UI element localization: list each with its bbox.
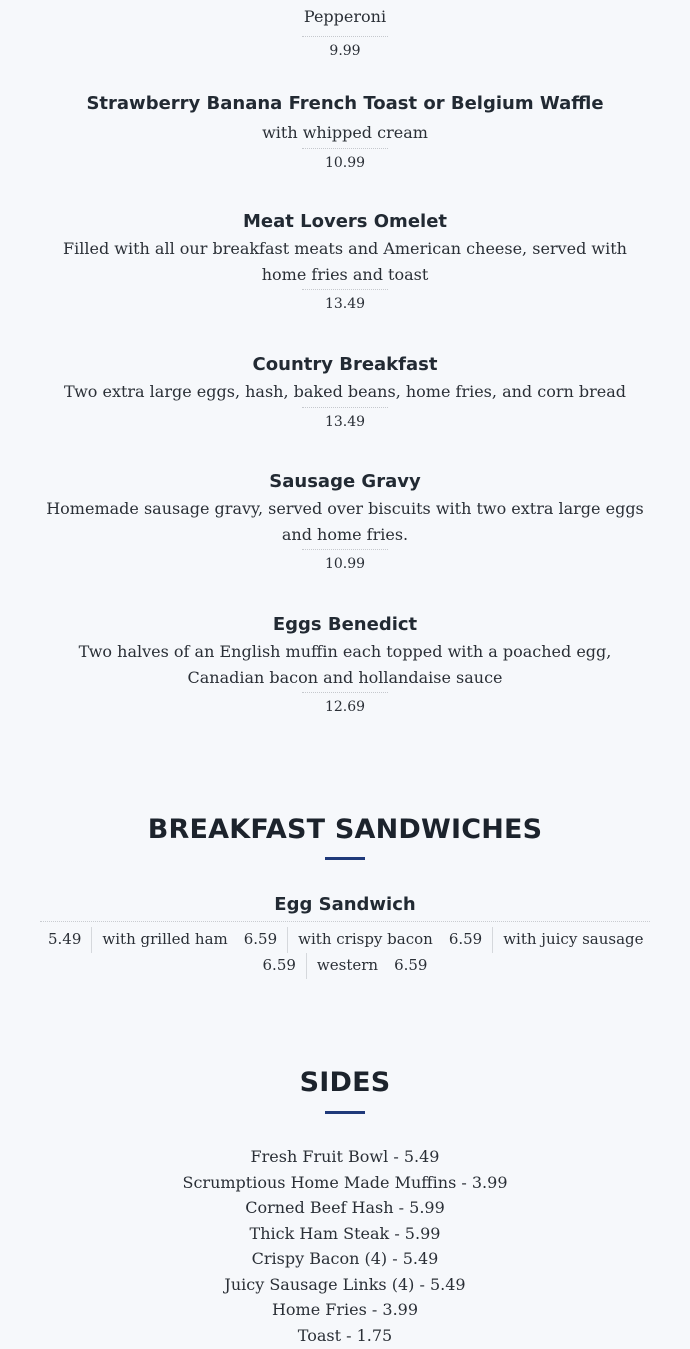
menu-item-name: Country Breakfast: [252, 354, 438, 375]
menu-item-description: Homemade sausage gravy, served over biscuits with two extra large eggs and home fries.: [46, 499, 644, 544]
sandwich-variant-label: with juicy sausage: [503, 930, 644, 948]
variant-separator: [492, 927, 493, 953]
section-title-sides: SIDES: [299, 1067, 391, 1098]
sandwich-divider: [40, 921, 650, 922]
menu-item-name: Sausage Gravy: [269, 471, 421, 492]
menu-item-name: Strawberry Banana French Toast or Belgium Waffle: [86, 93, 604, 114]
side-item: Corned Beef Hash - 5.99: [245, 1198, 445, 1217]
side-item: Juicy Sausage Links (4) - 5.49: [224, 1274, 466, 1294]
side-item: Scrumptious Home Made Muffins - 3.99: [182, 1172, 508, 1192]
sandwich-variant-price: 6.59: [262, 956, 296, 974]
menu-item: [40, 210, 650, 314]
side-item: Fresh Fruit Bowl - 5.49: [250, 1147, 440, 1166]
sandwich-variant-label: with crispy bacon: [298, 930, 433, 948]
menu-item-price: 13.49: [302, 289, 388, 314]
menu-item: [40, 613, 650, 717]
variant-separator: [287, 927, 288, 953]
section-divider: [325, 857, 365, 860]
menu-item-description: Two extra large eggs, hash, baked beans, home fries, and corn bread: [63, 382, 627, 401]
menu-item-description: Pepperoni: [303, 7, 387, 26]
menu-item-description: Filled with all our breakfast meats and American cheese, served with home fries and toast: [63, 239, 627, 284]
side-item: Home Fries - 3.99: [271, 1300, 419, 1319]
menu-item: [40, 353, 650, 432]
sides-list: [0, 1144, 690, 1348]
menu-item-price: 10.99: [302, 148, 388, 173]
section-divider: [325, 1111, 365, 1114]
sandwich-item-name: Egg Sandwich: [274, 894, 416, 915]
sandwich-base-price: 5.49: [48, 930, 82, 948]
menu-item-description: Two halves of an English muffin each topped with a poached egg, Canadian bacon and hollandaise sauce: [78, 642, 612, 687]
side-item: Toast - 1.75: [297, 1325, 393, 1345]
menu-item-description: with whipped cream: [262, 123, 428, 142]
menu-item-name: Eggs Benedict: [272, 614, 418, 635]
variant-separator: [91, 927, 92, 953]
side-item: Thick Ham Steak - 5.99: [249, 1223, 441, 1243]
menu-item-name: Meat Lovers Omelet: [242, 211, 448, 232]
menu-item-price: 10.99: [302, 549, 388, 574]
menu-item-price: 9.99: [302, 36, 388, 61]
section-title-breakfast-sandwiches: BREAKFAST SANDWICHES: [147, 814, 543, 845]
menu-item: [40, 92, 650, 173]
sandwich-item-name-wrap: [40, 893, 650, 917]
sandwich-variant-price: 6.59: [448, 930, 483, 948]
sandwich-variant-label: western: [316, 956, 379, 974]
variant-separator: [306, 953, 307, 979]
menu-item: [40, 470, 650, 574]
sandwich-variants-line-2: [40, 952, 650, 979]
sandwich-variant-label: with grilled ham: [102, 930, 228, 948]
sandwich-variant-price: 6.59: [394, 956, 428, 974]
menu-item-price: 13.49: [302, 407, 388, 432]
menu-item-price: 12.69: [302, 692, 388, 717]
sandwich-variant-price: 6.59: [243, 930, 278, 948]
sandwich-variants-line-1: [40, 926, 650, 953]
side-item: Crispy Bacon (4) - 5.49: [251, 1249, 439, 1268]
menu-item: [40, 4, 650, 61]
